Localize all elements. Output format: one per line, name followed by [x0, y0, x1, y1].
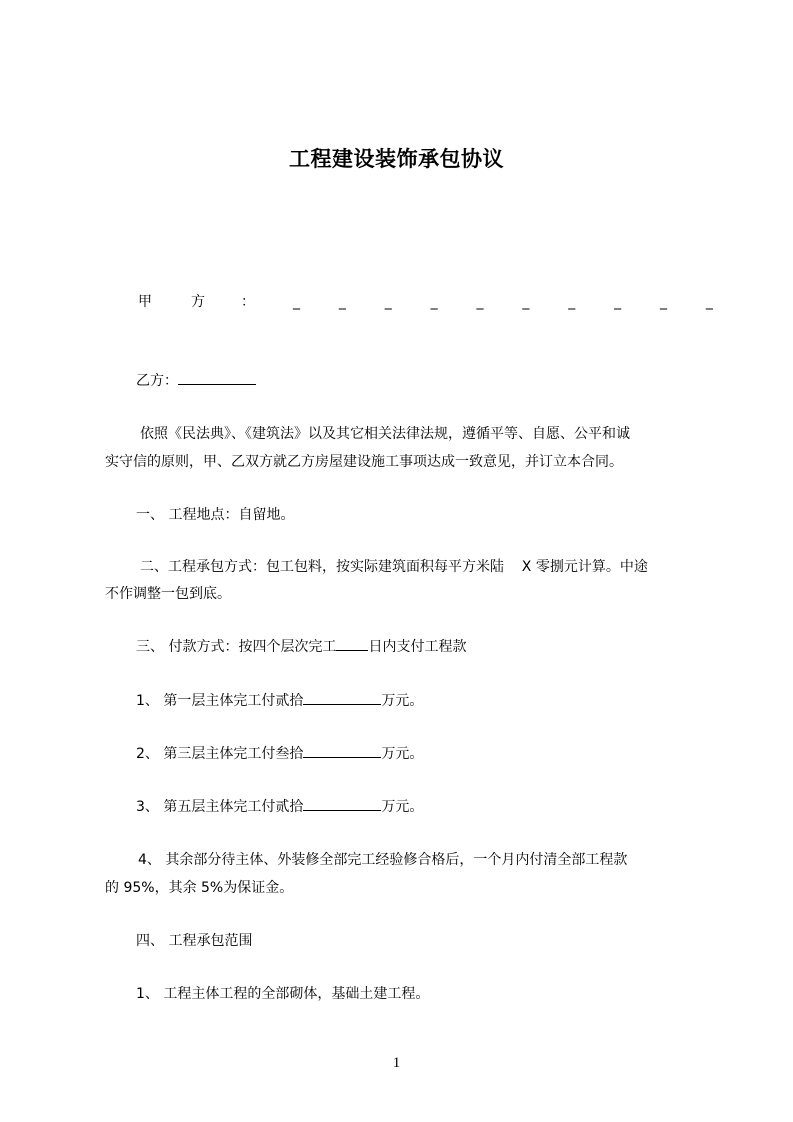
- payment-item-4-line-2: 的 95%，其余 5%为保证金。: [105, 880, 294, 896]
- payment-item-3-suffix: 万元。: [381, 799, 424, 815]
- payment-item-2-suffix: 万元。: [381, 746, 424, 762]
- scope-item-1: 1、 工程主体工程的全部砌体，基础土建工程。: [136, 986, 430, 1002]
- party-a-char-1: 甲: [138, 294, 152, 310]
- party-b-blank: [178, 369, 256, 385]
- payment-item-1-suffix: 万元。: [381, 693, 424, 709]
- party-a-dash: _: [660, 294, 667, 310]
- section-2-line-1: 二、工程承包方式：包工包料，按实际建筑面积每平方米陆 X 零捌元计算。中途: [140, 559, 648, 575]
- payment-item-2-blank: [303, 742, 381, 758]
- section-3-prefix: 三、 付款方式：按四个层次完工: [136, 639, 337, 655]
- payment-item-3-prefix: 3、 第五层主体完工付贰拾: [136, 799, 304, 815]
- section-1: 一、 工程地点：自留地。: [136, 507, 295, 523]
- party-a-line: [138, 288, 713, 316]
- party-b-line: [136, 367, 736, 395]
- payment-item-1: [136, 687, 736, 715]
- section-2-line-2: 不作调整一包到底。: [105, 586, 231, 602]
- payment-item-2-prefix: 2、 第三层主体完工付叁拾: [136, 746, 304, 762]
- party-a-colon: ：: [241, 294, 255, 310]
- party-a-blank: [293, 288, 713, 316]
- page-number: 1: [392, 1055, 401, 1071]
- party-a-dash: _: [293, 294, 300, 310]
- party-a-dash: _: [430, 294, 438, 310]
- party-a-dash: _: [522, 294, 530, 310]
- party-b-label: 乙方：: [136, 373, 178, 389]
- party-a-dash: _: [476, 294, 484, 310]
- party-a-dash: _: [568, 294, 576, 310]
- party-a-char-2: 方: [191, 294, 205, 310]
- section-3-suffix: 日内支付工程款: [368, 639, 467, 655]
- preamble-line-1: 依照《民法典》、《建筑法》以及其它相关法律法规，遵循平等、自愿、公平和诚: [140, 426, 630, 442]
- party-a-dash: _: [384, 294, 392, 310]
- payment-item-1-blank: [303, 689, 381, 705]
- section-3: [136, 633, 736, 661]
- payment-item-3: [136, 793, 736, 821]
- document-title: 工程建设装饰承包协议: [289, 147, 504, 171]
- payment-item-4-line-1: 4、 其余部分待主体、外装修全部完工经验修合格后，一个月内付清全部工程款: [138, 852, 628, 868]
- section-4: 四、 工程承包范围: [136, 933, 253, 949]
- payment-item-1-prefix: 1、 第一层主体完工付贰拾: [136, 693, 304, 709]
- party-a-dash: _: [338, 294, 346, 310]
- payment-item-2: [136, 740, 736, 768]
- section-3-blank: [336, 635, 368, 651]
- party-a-dash: _: [614, 294, 622, 310]
- payment-item-3-blank: [303, 795, 381, 811]
- party-a-dash: _: [705, 294, 713, 310]
- preamble-line-2: 实守信的原则，甲、乙双方就乙方房屋建设施工事项达成一致意见，并订立本合同。: [105, 454, 623, 470]
